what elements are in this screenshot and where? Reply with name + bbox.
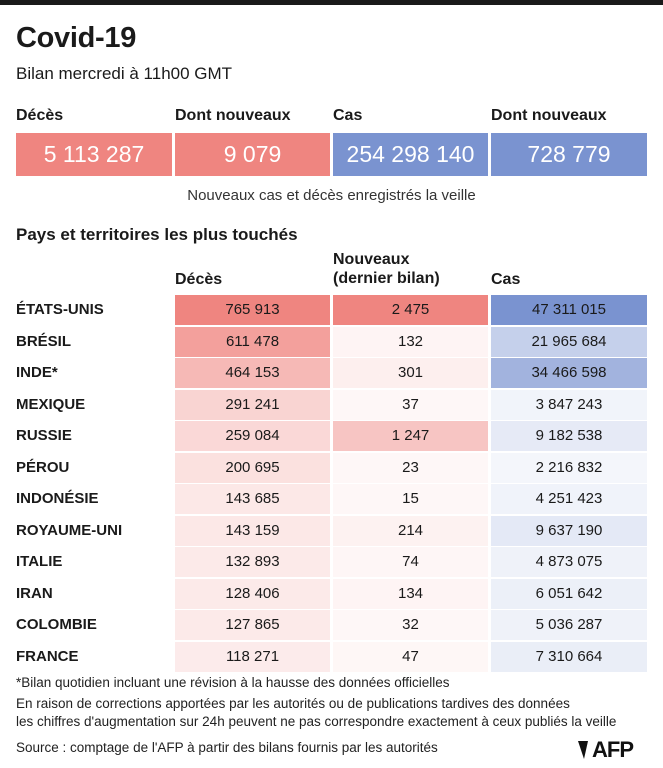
- column-header-new: [333, 250, 440, 288]
- kpi-value-deaths: 5 113 287: [16, 133, 172, 176]
- table-cell-deaths: 132 893: [175, 547, 330, 577]
- footnote-2: En raison de corrections apportées par les autorités ou de publications tardives des données: [16, 696, 570, 711]
- table-cell-new: 74: [333, 547, 488, 577]
- page-subtitle: Bilan mercredi à 11h00 GMT: [16, 64, 233, 83]
- table-cell-cases: 4 251 423: [491, 484, 647, 514]
- table-cell-deaths: 611 478: [175, 327, 330, 357]
- country-label: RUSSIE: [16, 427, 72, 444]
- column-header-new-line2: (dernier bilan): [333, 270, 440, 287]
- table-cell-new: 15: [333, 484, 488, 514]
- table-cell-cases: 7 310 664: [491, 642, 647, 672]
- table-cell-deaths: 464 153: [175, 358, 330, 388]
- table-cell-cases: 21 965 684: [491, 327, 647, 357]
- country-label: MEXIQUE: [16, 395, 86, 413]
- page-title: Covid-19: [16, 22, 137, 54]
- kpi-label-new-cases: Dont nouveaux: [491, 107, 607, 124]
- country-label: INDONÉSIE: [16, 490, 99, 507]
- table-cell-cases: 4 873 075: [491, 547, 647, 577]
- kpi-label-deaths: Décès: [16, 107, 64, 124]
- table-cell-cases: 9 182 538: [491, 421, 647, 451]
- afp-logo: [574, 737, 633, 763]
- table-cell-deaths: 143 159: [175, 516, 330, 546]
- table-cell-new: 47: [333, 642, 488, 672]
- table-cell-new: 2 475: [333, 295, 488, 325]
- table-cell-deaths: 765 913: [175, 295, 330, 325]
- table-cell-deaths: 127 865: [175, 610, 330, 640]
- table-cell-deaths: 291 241: [175, 390, 330, 420]
- table-cell-cases: 5 036 287: [491, 610, 647, 640]
- country-label: BRÉSIL: [16, 332, 72, 350]
- footnote-1: *Bilan quotidien incluant une révision à la hausse des données officielles: [16, 675, 450, 690]
- country-label: COLOMBIE: [16, 616, 97, 633]
- kpi-value-cases: 254 298 140: [333, 133, 488, 176]
- table-cell-cases: 9 637 190: [491, 516, 647, 546]
- footnote-3: les chiffres d'augmentation sur 24h peuvent ne pas correspondre exactement à ceux publiés la veille: [16, 714, 617, 729]
- kpi-note: Nouveaux cas et décès enregistrés la veille: [187, 187, 476, 204]
- table-cell-new: 37: [333, 390, 488, 420]
- table-cell-cases: 2 216 832: [491, 453, 647, 483]
- column-header-deaths: Décès: [175, 271, 223, 288]
- top-bar: [0, 0, 663, 5]
- kpi-value-new-cases: 728 779: [491, 133, 647, 176]
- column-header-new-line1: Nouveaux: [333, 251, 410, 268]
- kpi-label-new-deaths: Dont nouveaux: [175, 107, 291, 124]
- table-title: Pays et territoires les plus touchés: [16, 225, 298, 244]
- table-cell-deaths: 128 406: [175, 579, 330, 609]
- country-label: ITALIE: [16, 553, 63, 570]
- table-cell-new: 1 247: [333, 421, 488, 451]
- table-cell-new: 214: [333, 516, 488, 546]
- kpi-value-new-deaths: 9 079: [175, 133, 330, 176]
- table-cell-deaths: 200 695: [175, 453, 330, 483]
- table-cell-cases: 3 847 243: [491, 390, 647, 420]
- table-cell-deaths: 143 685: [175, 484, 330, 514]
- table-cell-new: 301: [333, 358, 488, 388]
- table-cell-cases: 6 051 642: [491, 579, 647, 609]
- table-cell-deaths: 118 271: [175, 642, 330, 672]
- table-cell-new: 23: [333, 453, 488, 483]
- afp-logo-text: AFP: [592, 737, 633, 762]
- source-note: Source : comptage de l'AFP à partir des bilans fournis par les autorités: [16, 740, 438, 755]
- country-label: ÉTATS-UNIS: [16, 301, 104, 318]
- table-cell-new: 132: [333, 327, 488, 357]
- table-cell-cases: 34 466 598: [491, 358, 647, 388]
- column-header-cases: Cas: [491, 271, 521, 288]
- country-label: INDE*: [16, 364, 58, 381]
- kpi-label-cases: Cas: [333, 107, 363, 124]
- country-label: PÉROU: [16, 458, 70, 476]
- afp-logo-icon: [574, 739, 592, 761]
- country-label: IRAN: [16, 584, 53, 602]
- country-label: ROYAUME-UNI: [16, 521, 123, 539]
- table-cell-deaths: 259 084: [175, 421, 330, 451]
- country-label: FRANCE: [16, 647, 79, 665]
- table-cell-new: 32: [333, 610, 488, 640]
- table-cell-cases: 47 311 015: [491, 295, 647, 325]
- table-cell-new: 134: [333, 579, 488, 609]
